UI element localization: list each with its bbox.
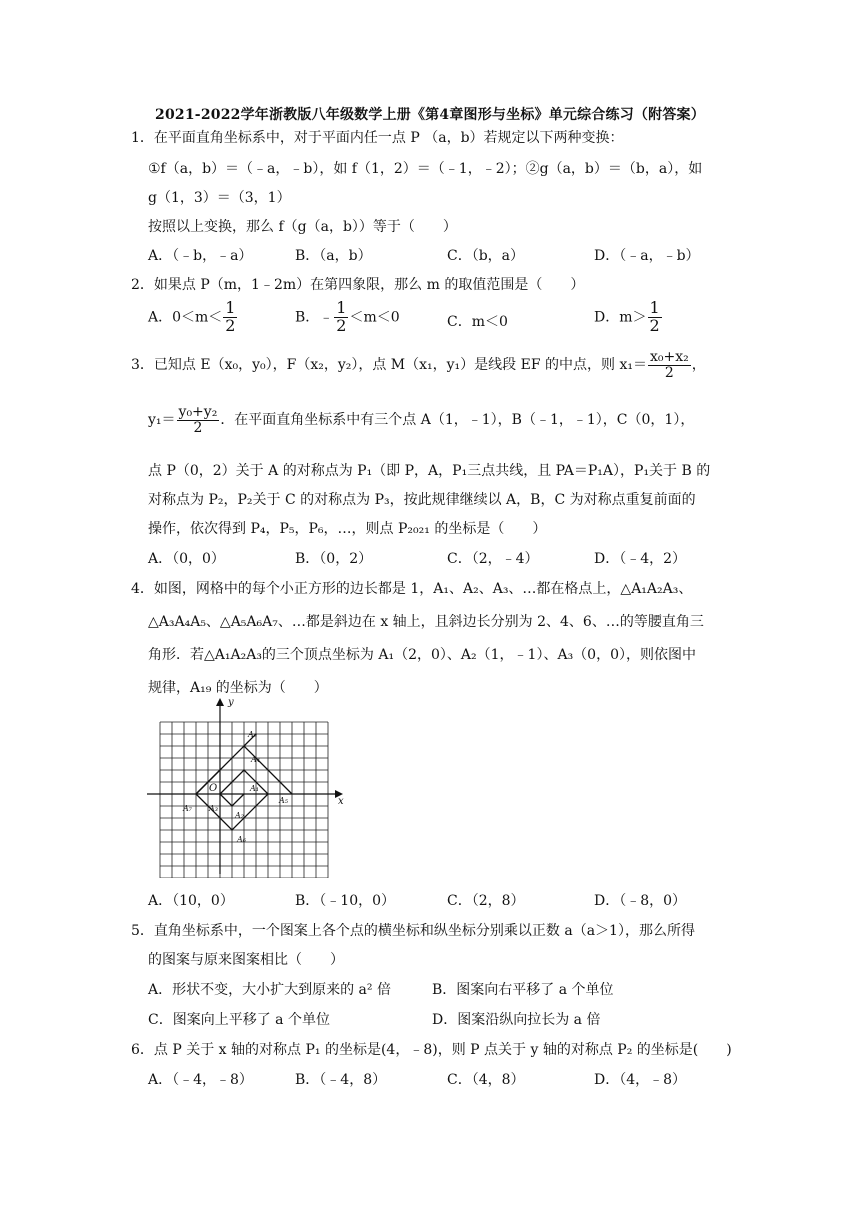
label-a7: A₇ — [183, 804, 192, 813]
q4-stem-line1: 4．如图，网格中的每个小正方形的边长都是 1，A₁、A₂、A₃、…都在格点上，△A₁A₂A₃、 — [131, 581, 693, 597]
fraction-x1 — [648, 350, 691, 380]
q1-stem-line2: ①f（a，b）＝（﹣a，﹣b），如 f（1，2）＝（﹣1，﹣2）；②g（a，b）＝（b，a），如 — [148, 161, 703, 177]
q5-option-c: C．图案向上平移了 a 个单位 — [148, 1012, 330, 1028]
q2-option-b-pre: B．﹣ — [295, 309, 334, 326]
q2-option-b-post: ＜m＜0 — [349, 309, 400, 326]
label-a5: A₅ — [279, 796, 288, 805]
q1-stem-line4: 按照以上变换，那么 f（g（a，b））等于（ ） — [148, 219, 457, 235]
fraction-y1 — [177, 405, 220, 435]
q5-stem-line1: 5．直角坐标系中，一个图案上各个点的横坐标和纵坐标分别乘以正数 a（a＞1），那么所得 — [131, 923, 695, 939]
fraction-denominator: 2 — [649, 315, 660, 335]
q1-stem-line3: g（1，3）＝（3，1） — [148, 190, 291, 206]
q3-stem-line1 — [131, 350, 706, 380]
fraction-denominator: 2 — [336, 315, 347, 335]
fraction — [648, 300, 662, 335]
label-origin: O — [209, 783, 218, 794]
q1-stem-line1: 1．在平面直角坐标系中，对于平面内任一点 P （a，b）若规定以下两种变换： — [131, 130, 624, 146]
q5-option-a: A．形状不变，大小扩大到原来的 a² 倍 — [148, 982, 391, 998]
q4-stem-line4: 规律，A₁₉ 的坐标为（ ） — [148, 680, 328, 696]
q6-stem: 6．点 P 关于 x 轴的对称点 P₁ 的坐标是(4，﹣8)，则 P 点关于 y 轴的对称点 P₂ 的坐标是( ) — [131, 1042, 732, 1058]
q4-stem-line2: △A₃A₄A₅、△A₅A₆A₇、…都是斜边在 x 轴上，且斜边长分别为 2、4、6、…的等腰直角三 — [148, 614, 704, 630]
q3-option-b: B．（0，2） — [295, 551, 373, 567]
document-title: 2021-2022学年浙教版八年级数学上册《第4章图形与坐标》单元综合练习（附答案） — [155, 107, 705, 123]
label-a6: A₆ — [237, 835, 246, 844]
label-a3: A₃ — [209, 804, 218, 813]
q6-option-d: D．（4，﹣8） — [594, 1072, 687, 1088]
q3-stem-line2 — [148, 405, 694, 435]
q3-option-d: D．（﹣4，2） — [594, 551, 687, 567]
q3-option-a: A．（0，0） — [148, 551, 225, 567]
q3-stem-line5: 操作，依次得到 P₄，P₅，P₆，…，则点 P₂₀₂₁ 的坐标是（ ） — [148, 521, 547, 537]
fraction-numerator: 1 — [336, 298, 347, 317]
q4-option-c: C．（2，8） — [447, 893, 525, 909]
q1-option-a: A．（﹣b，﹣a） — [148, 248, 253, 264]
fraction-denominator: 2 — [225, 315, 236, 335]
figure-labels — [182, 698, 344, 844]
q4-option-d: D．（﹣8，0） — [594, 893, 687, 909]
q4-stem-line3: 角形．若△A₁A₂A₃的三个顶点坐标为 A₁（2，0）、A₂（1，﹣1）、A₃（0，0），则依图中 — [148, 647, 696, 663]
q2-option-b — [295, 300, 400, 335]
fraction-denominator: 2 — [193, 419, 203, 436]
q2-option-a-text: A．0＜m＜ — [148, 309, 223, 326]
q3-stem-line3: 点 P（0，2）关于 A 的对称点为 P₁（即 P，A，P₁三点共线，且 PA＝P₁A），P₁关于 B 的 — [148, 463, 711, 479]
q3-line2-post: ．在平面直角坐标系中有三个点 A（1，﹣1），B（﹣1，﹣1），C（0，1）， — [220, 412, 695, 429]
q1-option-c: C．（b，a） — [447, 248, 525, 264]
q5-stem-line2: 的图案与原来图案相比（ ） — [148, 952, 344, 968]
label-a4: A₄ — [251, 755, 260, 764]
label-a1: A₁ — [250, 784, 259, 793]
fraction — [223, 300, 237, 335]
q6-option-b: B．（﹣4，8） — [295, 1072, 387, 1088]
fraction-numerator: 1 — [225, 298, 236, 317]
q3-line2-pre: y₁＝ — [148, 412, 176, 429]
q1-option-b: B．（a，b） — [295, 248, 372, 264]
fraction — [334, 300, 348, 335]
q6-option-c: C．（4，8） — [447, 1072, 525, 1088]
fraction-numerator: 1 — [649, 298, 660, 317]
q4-option-b: B．（﹣10，0） — [295, 893, 396, 909]
q2-option-d-text: D．m＞ — [594, 309, 647, 326]
q4-option-a: A．（10，0） — [148, 893, 234, 909]
q3-option-c: C．（2，﹣4） — [447, 551, 539, 567]
q6-option-a: A．（﹣4，﹣8） — [148, 1072, 253, 1088]
label-x: x — [338, 796, 344, 807]
fraction-numerator: x₀+x₂ — [649, 349, 689, 365]
x-axis — [147, 790, 343, 798]
fraction-denominator: 2 — [664, 364, 674, 381]
q2-option-d — [594, 300, 663, 335]
comma: ， — [691, 357, 706, 374]
coordinate-grid-figure — [145, 698, 355, 878]
q3-line1-text: 3．已知点 E（x₀，y₀），F（x₂，y₂），点 M（x₁，y₁）是线段 EF 的中点，则 x₁＝ — [131, 357, 647, 374]
q3-stem-line4: 对称点为 P₂，P₂关于 C 的对称点为 P₃，按此规律继续以 A，B，C 为对称点重复前面的 — [148, 492, 696, 508]
fraction-numerator: y₀+y₂ — [178, 404, 218, 420]
q5-option-d: D．图案沿纵向拉长为 a 倍 — [432, 1012, 601, 1028]
label-a8: A₈ — [248, 730, 257, 739]
q2-stem: 2．如果点 P（m，1﹣2m）在第四象限，那么 m 的取值范围是（ ） — [131, 277, 585, 293]
q2-option-c: C．m＜0 — [447, 314, 508, 330]
q1-option-d: D．（﹣a，﹣b） — [594, 248, 700, 264]
label-y: y — [228, 698, 234, 708]
label-a2: A₂ — [235, 811, 244, 820]
q2-option-a — [148, 300, 238, 335]
q5-option-b: B．图案向右平移了 a 个单位 — [432, 982, 614, 998]
